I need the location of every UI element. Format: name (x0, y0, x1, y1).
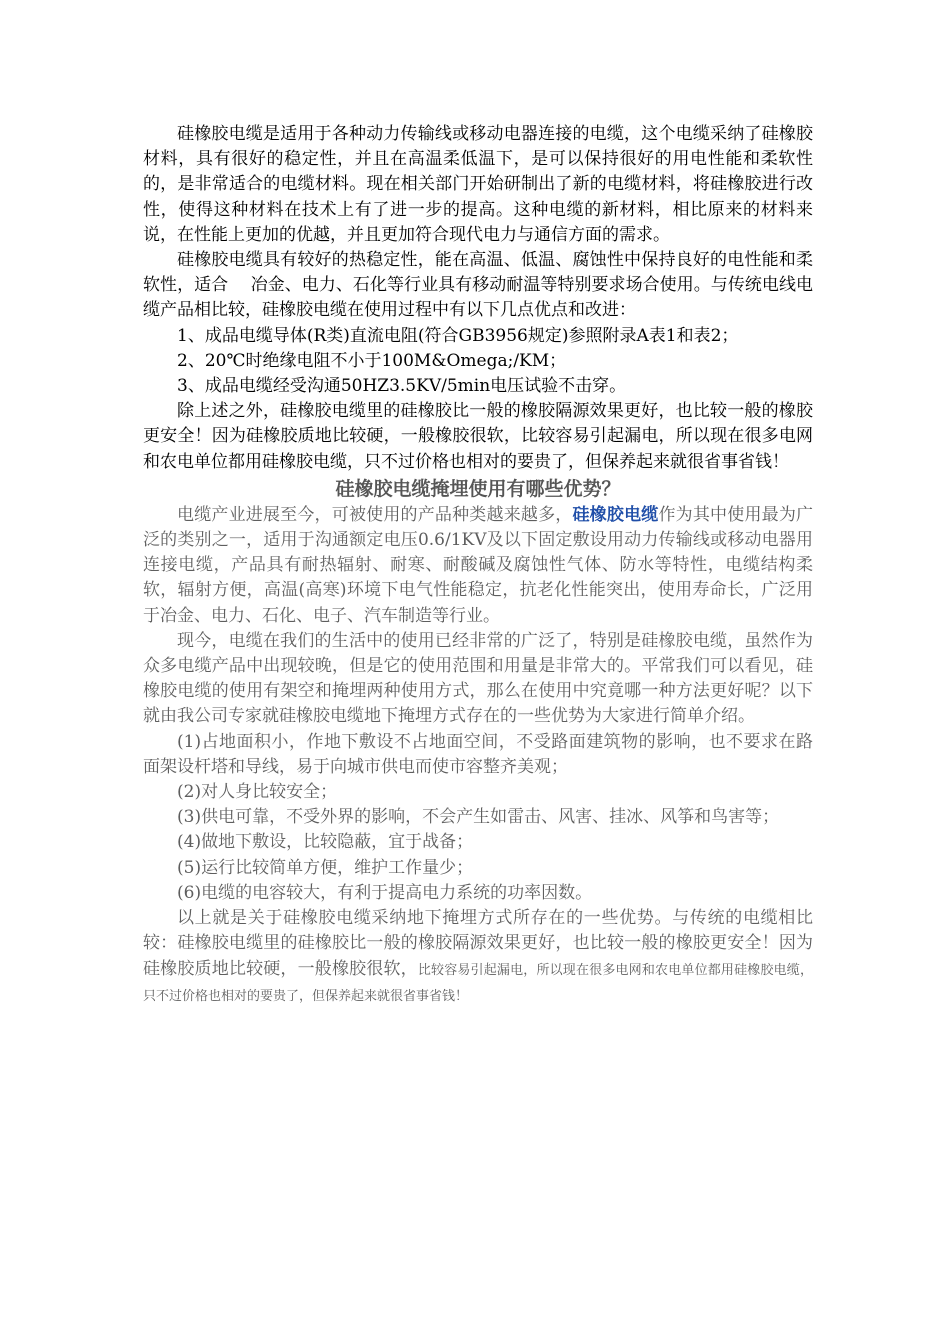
advantage-item-2: (2)对人身比较安全； (177, 782, 338, 803)
intro-paragraph-1: 硅橡胶电缆是适用于各种动力传输线或移动电器连接的电缆，这个电缆采纳了硅橡胶材料，具有很好的稳定性，并且在高温柔低温下，是可以保持很好的用电性能和柔软性的，是非常适合的电缆材料。现在相关部门开始研制出了新的电缆材料，将硅橡胶进行改性，使得这种材料在技术上有了进一步的提高。这种电缆的新材料，相比原来的材料来说，在性能上更加的优越，并且更加符合现代电力与通信方面的需求。 (143, 124, 813, 245)
intro-paragraph-2: 硅橡胶电缆具有较好的热稳定性，能在高温、低温、腐蚀性中保持良好的电性能和柔软性，适合 冶金、电力、石化等行业具有移动耐温等特别要求场合使用。与传统电线电缆产品相比较，硅橡胶电缆在使用过程中有以下几点优点和改进： (143, 250, 813, 321)
advantage-item-3: (3)供电可靠，不受外界的影响，不会产生如雷击、风害、挂冰、风筝和鸟害等； (177, 807, 780, 828)
advantages-paragraph-2: 现今，电缆在我们的生活中的使用已经非常的广泛了，特别是硅橡胶电缆，虽然作为众多电缆产品中出现较晚，但是它的使用范围和用量是非常大的。平常我们可以看见，硅橡胶电缆的使用有架空和掩埋两种使用方式，那么在使用中究竟哪一种方法更好呢？以下就由我公司专家就硅橡胶电缆地下掩埋方式存在的一些优势为大家进行简单介绍。 (143, 630, 813, 727)
paragraph-3-small-tail: 比较容易引起漏电，所以现在很多电网和农电单位都用硅橡胶电缆，只不过价格也相对的要贵了，但保养起来就很省事省钱！ (143, 962, 813, 1004)
intro-paragraph-3: 除上述之外，硅橡胶电缆里的硅橡胶比一般的橡胶隔源效果更好，也比较一般的橡胶更安全！因为硅橡胶质地比较硬，一般橡胶很软，比较容易引起漏电，所以现在很多电网和农电单位都用硅橡胶电缆，只不过价格也相对的要贵了，但保养起来就很省事省钱！ (143, 401, 813, 472)
advantage-item-5: (5)运行比较简单方便，维护工作量少； (177, 857, 474, 878)
document-page (143, 122, 813, 1009)
intro-list-item-3: 3、成品电缆经受沟通50HZ3.5KV/5min电压试验不击穿。 (177, 376, 627, 397)
advantages-paragraph-1 (143, 503, 813, 629)
paragraph-3-main: 以上就是关于硅橡胶电缆采纳地下掩埋方式所存在的一些优势。与传统的电缆相比较：硅橡胶电缆里的硅橡胶比一般的橡胶隔源效果更好，也比较一般的橡胶更安全！因为硅橡胶质地比较硬，一般橡胶很软， (143, 908, 813, 979)
advantage-item-6: (6)电缆的电容较大，有利于提高电力系统的功率因数。 (177, 882, 593, 903)
section-advantages (143, 503, 813, 1009)
section-intro (143, 122, 813, 475)
intro-list-item-1: 1、成品电缆导体(R类)直流电阻(符合GB3956规定)参照附录A表1和表2； (177, 325, 739, 346)
cable-keyword-link[interactable]: 硅橡胶电缆 (572, 504, 659, 525)
section-heading: 硅橡胶电缆掩埋使用有哪些优势？ (335, 477, 621, 500)
advantage-item-1: (1)占地面积小，作地下敷设不占地面空间，不受路面建筑物的影响，也不要求在路面架设杆塔和导线，易于向城市供电而使市容整齐美观； (143, 731, 813, 777)
intro-list-item-2: 2、20℃时绝缘电阻不小于100M&Omega;/KM； (177, 350, 567, 371)
paragraph-1-lead: 电缆产业进展至今，可被使用的产品种类越来越多， (177, 504, 573, 525)
advantages-paragraph-3 (143, 906, 813, 1009)
advantage-item-4: (4)做地下敷设，比较隐蔽，宜于战备； (177, 832, 474, 853)
paragraph-1-rest: 作为其中使用最为广泛的类别之一，适用于沟通额定电压0.6/1KV及以下固定敷设用动力传输线或移动电器用连接电缆，产品具有耐热辐射、耐寒、耐酸碱及腐蚀性气体、防水等特性，电缆结构柔软，辐射方便，高温(高寒)环境下电气性能稳定，抗老化性能突出，使用寿命长，广泛用于冶金、电力、石化、电子、汽车制造等行业。 (143, 504, 814, 626)
